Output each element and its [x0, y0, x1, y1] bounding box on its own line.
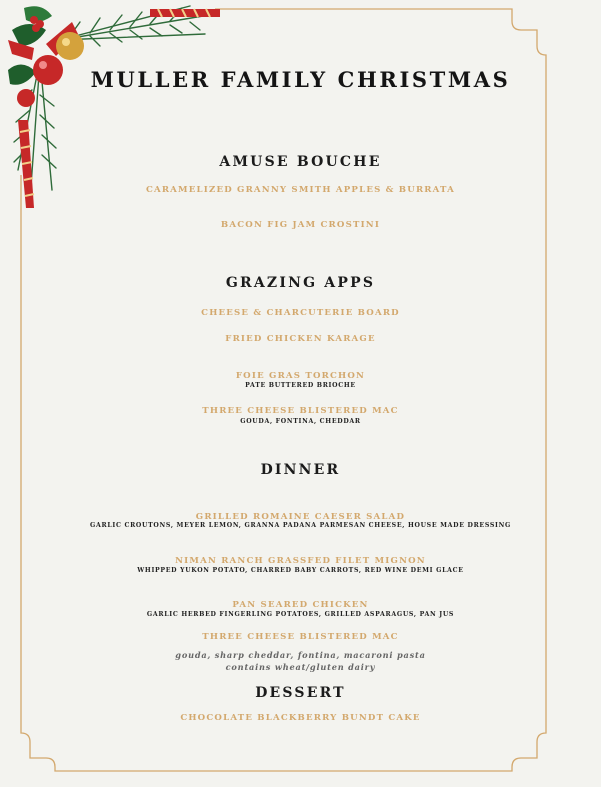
- menu-item-description: GARLIC HERBED FINGERLING POTATOES, GRILLED ASPARAGUS, PAN JUS: [146, 611, 455, 618]
- menu-title: MULLER FAMILY CHRISTMAS: [90, 67, 511, 92]
- menu-item-description: GOUDA, FONTINA, CHEDDAR: [240, 418, 361, 425]
- christmas-garland-icon: [0, 0, 225, 215]
- section-heading-dessert: DESSERT: [255, 685, 346, 701]
- menu-item: CARAMELIZED GRANNY SMITH APPLES & BURRATA: [145, 185, 456, 195]
- menu-item: NIMAN RANCH GRASSFED FILET MIGNON: [175, 556, 426, 566]
- menu-item: THREE CHEESE BLISTERED MAC: [202, 406, 399, 416]
- menu-item: PAN SEARED CHICKEN: [232, 600, 369, 610]
- section-heading-grazing-apps: GRAZING APPS: [225, 275, 376, 291]
- menu-item-note: gouda, sharp cheddar, fontina, macaroni pasta: [175, 650, 426, 660]
- menu-item-description: PATE BUTTERED BRIOCHE: [245, 382, 356, 389]
- menu-item-note: contains wheat/gluten dairy: [225, 662, 376, 672]
- menu-item: BACON FIG JAM CROSTINI: [220, 220, 381, 230]
- menu-item-description: GARLIC CROUTONS, MEYER LEMON, GRANNA PADANA PARMESAN CHEESE, HOUSE MADE DRESSING: [90, 522, 511, 529]
- menu-item: GRILLED ROMAINE CAESER SALAD: [195, 512, 406, 522]
- menu-item: FOIE GRAS TORCHON: [235, 371, 366, 381]
- menu-item: FRIED CHICKEN KARAGE: [225, 334, 376, 344]
- menu-item: THREE CHEESE BLISTERED MAC: [202, 632, 399, 642]
- section-heading-dinner: DINNER: [260, 462, 341, 478]
- section-heading-amuse-bouche: AMUSE BOUCHE: [219, 154, 382, 170]
- menu-item: CHEESE & CHARCUTERIE BOARD: [201, 308, 400, 318]
- menu-item-description: WHIPPED YUKON POTATO, CHARRED BABY CARROTS, RED WINE DEMI GLACE: [137, 567, 464, 574]
- menu-item: CHOCOLATE BLACKBERRY BUNDT CAKE: [180, 713, 421, 723]
